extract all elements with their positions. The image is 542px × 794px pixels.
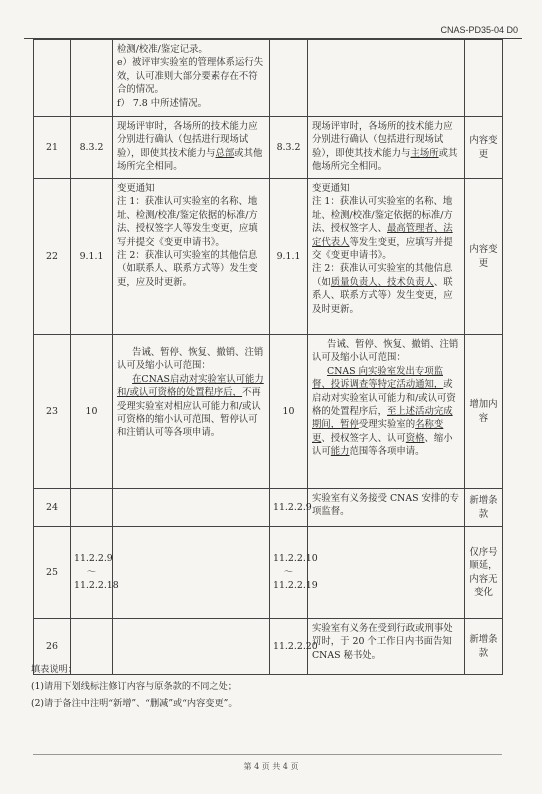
orig-clause (71, 489, 113, 527)
row-number: 21 (34, 117, 71, 179)
fill-instructions (31, 661, 238, 712)
orig-clause: 11.2.2.9～11.2.2.18 (71, 527, 113, 619)
orig-text: 检测/校准/鉴定记录。 e）被评审实验室的管理体系运行失效，认可准则大部分要素存在不符合的情况。 f） 7.8 中所述情况。 (113, 40, 270, 117)
table-row (34, 117, 503, 179)
rev-text: 现场评审时，各场所的技术能力应分别进行确认（包括进行现场试验），即使其技术能力与主场所或其他场所完全相同。 (308, 117, 465, 179)
row-number: 23 (34, 335, 71, 489)
table-row (34, 527, 503, 619)
rev-text (308, 40, 465, 117)
rev-clause: 10 (270, 335, 308, 489)
table-row (34, 489, 503, 527)
orig-text: 告诫、暂停、恢复、撤销、注销认可及缩小认可范围： 在CNAS启动对实验室认可能力和/或认可资格的处置程序后，不再受理实验室对相应认可能力和/或认可资格的缩小认可范围、暂停认可和注销认可等各项申请。 (113, 335, 270, 489)
remark: 内容变更 (465, 179, 503, 335)
rev-text: 实验室有义务接受 CNAS 安排的专项监督。 (308, 489, 465, 527)
orig-text (113, 527, 270, 619)
remark: 新增条款 (465, 619, 503, 675)
orig-clause (71, 40, 113, 117)
remark: 仅序号顺延，内容无变化 (465, 527, 503, 619)
rev-clause: 11.2.2.9 (270, 489, 308, 527)
orig-clause: 9.1.1 (71, 179, 113, 335)
remark: 增加内容 (465, 335, 503, 489)
orig-clause: 10 (71, 335, 113, 489)
page-number: 第 4 页 共 4 页 (243, 762, 299, 771)
orig-text: 现场评审时，各场所的技术能力应分别进行确认（包括进行现场试验），即使其技术能力与总部或其他场所完全相同。 (113, 117, 270, 179)
orig-clause: 8.3.2 (71, 117, 113, 179)
rev-clause: 9.1.1 (270, 179, 308, 335)
remark (465, 40, 503, 117)
table-row (34, 335, 503, 489)
rev-clause (270, 40, 308, 117)
rev-clause: 11.2.2.10～11.2.2.19 (270, 527, 308, 619)
footer-rule (33, 754, 502, 755)
rev-text: 实验室有义务在受到行政或刑事处罚时，于 20 个工作日内书面告知 CNAS 秘书处。 (308, 619, 465, 675)
remark: 内容变更 (465, 117, 503, 179)
row-number: 26 (34, 619, 71, 675)
table-row (34, 179, 503, 335)
row-number: 24 (34, 489, 71, 527)
instructions-title: 填表说明： (31, 664, 77, 675)
rev-text: 告诫、暂停、恢复、撤销、注销认可及缩小认可范围： CNAS 向实验室发出专项监督、投诉调查等特定活动通知，或启动对实验室认可能力和/或认可资格的处置程序后，至上述活动完成期间，暂停受理实验室的名称变更、授权签字人、认可资格、缩小认可能力范围等各项申请。 (308, 335, 465, 489)
instruction-item: (1)请用下划线标注修订内容与原条款的不同之处； (31, 681, 237, 692)
rev-text (308, 527, 465, 619)
revision-table (33, 39, 503, 675)
remark: 新增条款 (465, 489, 503, 527)
rev-text: 变更通知 注 1：获准认可实验室的名称、地址、检测/校准/鉴定依据的标准/方法、授权签字人、最高管理者、法定代表人等发生变更，应填写并提交《变更申请书》。 注 2：获准认可实验室的其他信息（如质量负责人、技术负责人、联系人、联系方式等）发生变更，应及时更新。 (308, 179, 465, 335)
doc-code: CNAS-PD35-04 D0 (440, 25, 518, 35)
row-number: 25 (34, 527, 71, 619)
table-row (34, 40, 503, 117)
row-number: 22 (34, 179, 71, 335)
rev-clause: 8.3.2 (270, 117, 308, 179)
orig-text: 变更通知 注 1：获准认可实验室的名称、地址、检测/校准/鉴定依据的标准/方法、授权签字人等发生变更，应填写并提交《变更申请书》。 注 2：获准认可实验室的其他信息（如联系人、联系方式等）发生变更，应及时更新。 (113, 179, 270, 335)
instruction-item: (2)请于备注中注明“新增”、“删减”或“内容变更”。 (31, 698, 238, 709)
row-number (34, 40, 71, 117)
rev-clause: 11.2.2.20 (270, 619, 308, 675)
orig-text (113, 489, 270, 527)
